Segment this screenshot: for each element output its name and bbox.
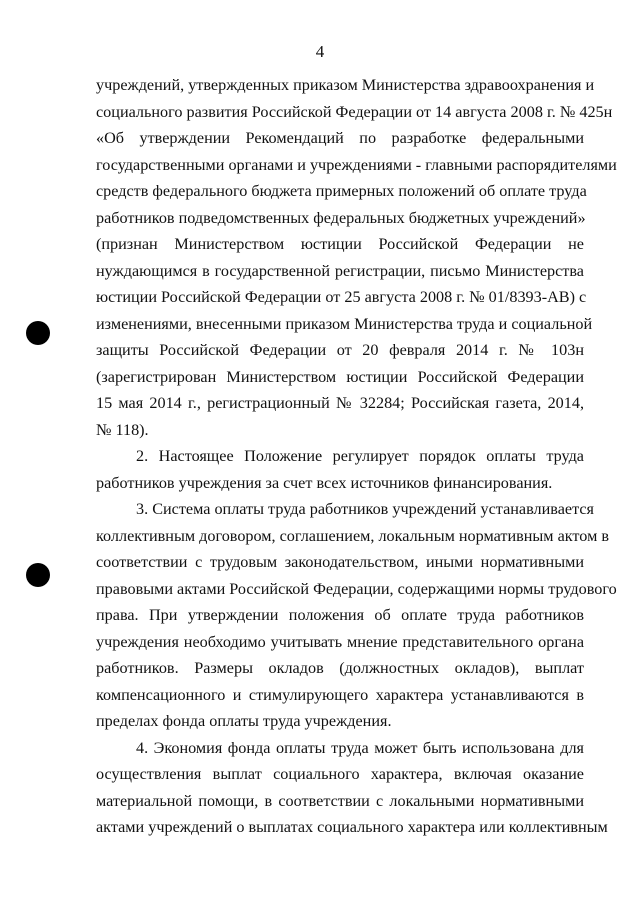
text-line: учреждений, утвержденных приказом Министерства здравоохранения и bbox=[96, 76, 595, 94]
text-line: коллективным договором, соглашением, локальным нормативным актом в bbox=[96, 526, 610, 545]
punch-hole-mark bbox=[26, 563, 50, 587]
text-line: (зарегистрирован Министерством юстиции Российской Федерации bbox=[96, 367, 584, 386]
text-line: материальной помощи, в соответствии с локальными нормативными bbox=[96, 791, 584, 810]
text-line: нуждающимся в государственной регистрации, письмо Министерства bbox=[96, 261, 584, 280]
text-line: 2. Настоящее Положение регулирует порядок оплаты труда bbox=[136, 447, 584, 465]
text-line: 3. Система оплаты труда работников учреждений устанавливается bbox=[136, 500, 594, 518]
text-line: государственными органами и учреждениями - главными распорядителями bbox=[96, 155, 617, 174]
text-line: актами учреждений о выплатах социального характера или коллективным bbox=[96, 818, 608, 836]
text-line: «Об утверждении Рекомендаций по разработке федеральными bbox=[96, 129, 584, 147]
text-line: юстиции Российской Федерации от 25 августа 2008 г. № 01/8393-АВ) с bbox=[96, 288, 587, 306]
text-line: социального развития Российской Федерации от 14 августа 2008 г. № 425н bbox=[96, 102, 613, 121]
text-line: изменениями, внесенными приказом Министерства труда и социальной bbox=[96, 314, 593, 333]
page-number: 4 bbox=[315, 42, 325, 61]
text-line: № 118). bbox=[96, 420, 149, 439]
text-line: защиты Российской Федерации от 20 февраля 2014 г. № 103н bbox=[96, 341, 584, 359]
text-line: 4. Экономия фонда оплаты труда может быть использована для bbox=[136, 738, 584, 757]
text-line: средств федерального бюджета примерных положений об оплате труда bbox=[96, 182, 587, 200]
text-line: (признан Министерством юстиции Российской Федерации не bbox=[96, 235, 584, 253]
text-line: учреждения необходимо учитывать мнение представительного органа bbox=[96, 632, 584, 651]
punch-hole-mark bbox=[26, 321, 50, 345]
text-line: соответствии с трудовым законодательством, иными нормативными bbox=[96, 553, 584, 571]
text-line: компенсационного и стимулирующего характера устанавливаются в bbox=[96, 685, 584, 704]
text-line: пределах фонда оплаты труда учреждения. bbox=[96, 712, 392, 730]
text-line: 15 мая 2014 г., регистрационный № 32284; Российская газета, 2014, bbox=[96, 394, 584, 412]
text-line: работников учреждения за счет всех источников финансирования. bbox=[96, 473, 553, 492]
text-line: осуществления выплат социального характера, включая оказание bbox=[96, 765, 584, 783]
text-line: права. При утверждении положения об оплате труда работников bbox=[96, 606, 584, 624]
document-body bbox=[96, 72, 617, 841]
text-line: работников. Размеры окладов (должностных окладов), выплат bbox=[96, 659, 584, 677]
text-line: правовыми актами Российской Федерации, содержащими нормы трудового bbox=[96, 579, 617, 598]
text-line: работников подведомственных федеральных бюджетных учреждений» bbox=[96, 208, 586, 227]
